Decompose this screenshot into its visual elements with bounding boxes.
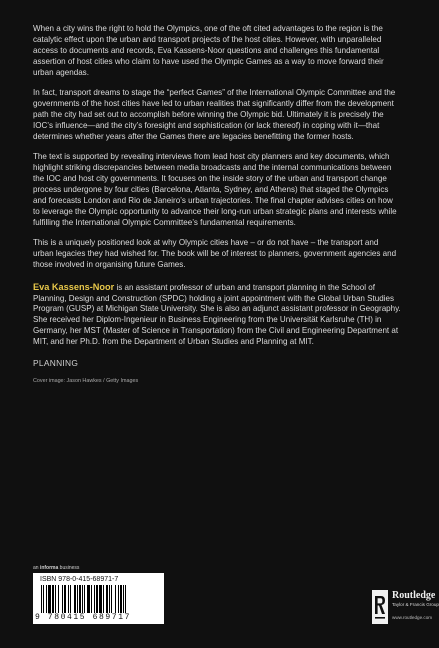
blurb-paragraph-3: The text is supported by revealing interviews from lead host city planners and key documents, which highlight striking discrepancies between media broadcasts and the internal communications between the IOC and host city governments. It focuses on the inside story of the urban and transport change process undergone by four cities (Barcelona, Atlanta, Sydney, and Athens) that staged the Olympics and forecasts London and Rio de Janeiro’s urban trajectories. The final chapter advises cities on how to leverage the Olympic opportunity to advance their long-run urban strategic plans and interests while fulfilling the International Olympic Committee’s fundamental requirements. — [33, 152, 397, 227]
barcode-bar — [123, 585, 124, 613]
barcode-bars — [39, 585, 158, 613]
barcode-bar — [48, 585, 51, 613]
barcode-bar — [87, 585, 90, 613]
barcode-bar — [106, 585, 108, 613]
blurb-paragraph-1: When a city wins the right to hold the Olympics, one of the oft cited advantages to the region is the catalytic effect upon the urban and transport projects of the host cities. However, with unparalleled access to documents and records, Eva Kassens-Noor questions and challenges this fundamental assertion of host cities who claim to have used the Olympic Games as a way to move forward their urban agendas. — [33, 24, 384, 77]
barcode-bar — [96, 585, 98, 613]
barcode-bar — [94, 585, 95, 613]
informa-prefix: an — [33, 565, 40, 571]
barcode-bar — [62, 585, 63, 613]
publisher-name: Routledge — [392, 590, 436, 601]
barcode-bar — [43, 585, 44, 613]
barcode-bar — [52, 585, 54, 613]
barcode-bar — [41, 585, 42, 613]
informa-business-tag — [33, 565, 79, 571]
ean-digits: 9 780415 689717 — [35, 613, 132, 622]
blurb-paragraph-2: In fact, transport dreams to stage the “perfect Games” of the International Olympic Committee and the governments of the host cities have led to urban realities that significantly differ from the development path the city had set out to accomplish before winning the Olympic bid. Ultimately it is precisely the IOC’s influence—and the city’s foresight and sophistication (or lack thereof) in coping with it—that determines whether years after the Games there are legacies benefitting the former hosts. — [33, 88, 396, 141]
blurb-content — [33, 24, 401, 384]
barcode-bar — [103, 585, 104, 613]
barcode-bar — [82, 585, 83, 613]
barcode-bar — [120, 585, 122, 613]
author-name: Eva Kassens-Noor — [33, 281, 115, 292]
barcode-bar — [109, 585, 110, 613]
isbn-barcode — [33, 573, 164, 624]
informa-suffix: business — [58, 565, 80, 571]
barcode-bar — [118, 585, 119, 613]
barcode-bar — [55, 585, 56, 613]
barcode-bar — [77, 585, 78, 613]
barcode-bar — [64, 585, 66, 613]
author-bio-text: is an assistant professor of urban and transport planning in the School of Planning, Design and Construction (SPDC) holding a joint appointment with the Global Urban Studies Program (GUSP) at Michigan State University. She is also an adjunct assistant professor in Geography. She received her Diplom-Ingenieur in Business Engineering from the Universität Karlsruhe (TH) in Germany, her MST (Master of Science in Transportation) from the Civil and Engineering Department at MIT, and her Ph.D. from the Department of Urban Studies and Planning at MIT. — [33, 282, 401, 347]
barcode-bar — [99, 585, 102, 613]
barcode-bar — [84, 585, 85, 613]
barcode-bar — [70, 585, 71, 613]
routledge-logo-icon — [372, 590, 388, 624]
barcode-bar — [125, 585, 126, 613]
cover-image-credit: Cover image: Jason Hawkes / Getty Images — [33, 377, 139, 384]
blurb-paragraph-4: This is a uniquely positioned look at why Olympic cities have – or do not have – the transport and urban legacies they had wished for. The book will be of interest to planners, government agencies and those involved in organising future Games. — [33, 237, 397, 269]
barcode-bar — [111, 585, 112, 613]
publisher-group: Taylor & Francis Group — [392, 602, 439, 607]
informa-brand: informa — [39, 565, 59, 571]
author-bio — [33, 282, 401, 348]
barcode-bar — [68, 585, 69, 613]
isbn-label: ISBN 978-0-415-68971-7 — [40, 576, 119, 583]
subject-category: PLANNING — [33, 357, 79, 368]
barcode-bar — [46, 585, 47, 613]
barcode-bar — [58, 585, 59, 613]
barcode-bar — [79, 585, 81, 613]
barcode-bar — [74, 585, 76, 613]
barcode-bar — [91, 585, 92, 613]
barcode-bar — [115, 585, 116, 613]
publisher-url: www.routledge.com — [392, 615, 433, 620]
